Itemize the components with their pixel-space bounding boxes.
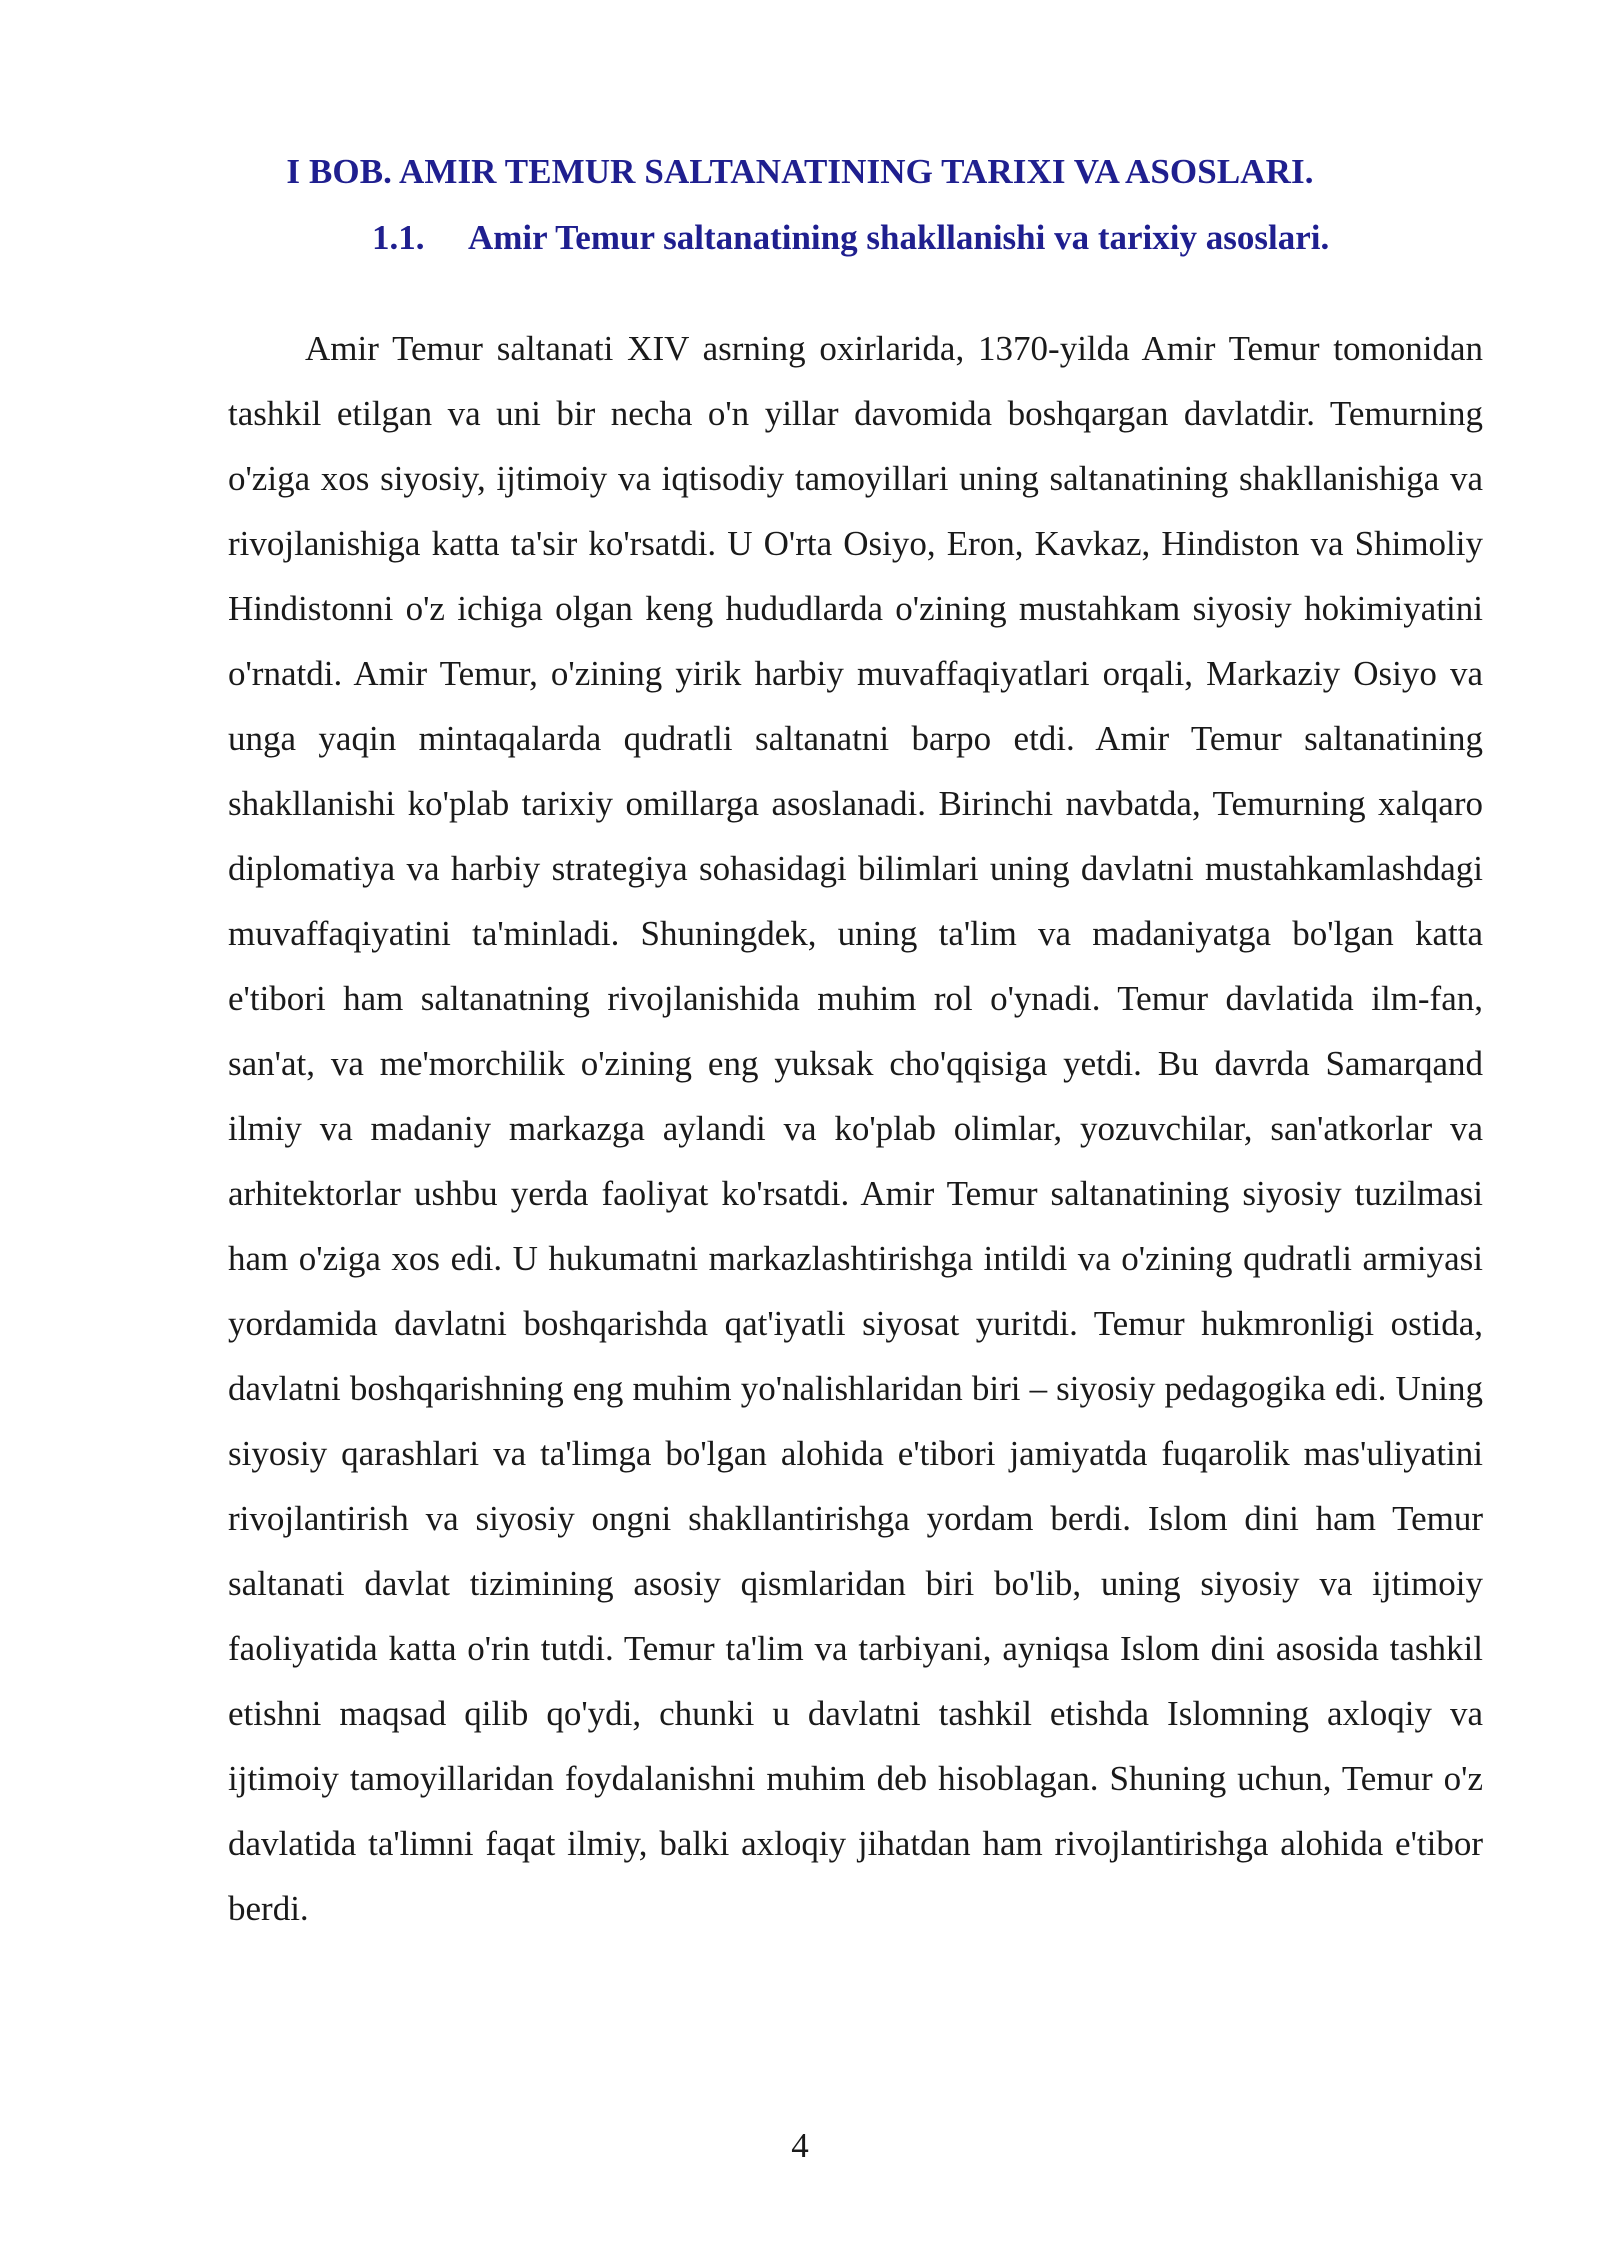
chapter-title-text: I BOB. AMIR TEMUR SALTANATINING TARIXI VA ASOSLARI. <box>286 152 1314 191</box>
page-number: 4 <box>791 2126 809 2165</box>
chapter-title <box>0 148 1600 196</box>
section-heading <box>372 214 1329 262</box>
section-title: Amir Temur saltanatining shakllanishi va tarixiy asoslari. <box>468 218 1330 257</box>
body-paragraph: Amir Temur saltanati XIV asrning oxirlarida, 1370-yilda Amir Temur tomonidan tashkil etilgan va uni bir necha o'n yillar davomida boshqargan davlatdir. Temurning o'ziga xos siyosiy, ijtimoiy va iqtisodiy tamoyillari uning saltanatining shakllanishiga va rivojlanishiga katta ta'sir ko'rsatdi. U O'rta Osiyo, Eron, Kavkaz, Hindiston va Shimoliy Hindistonni o'z ichiga olgan keng hududlarda o'zining mustahkam siyosiy hokimiyatini o'rnatdi. Amir Temur, o'zining yirik harbiy muvaffaqiyatlari orqali, Markaziy Osiyo va unga yaqin mintaqalarda qudratli saltanatni barpo etdi. Amir Temur saltanatining shakllanishi ko'plab tarixiy omillarga asoslanadi. Birinchi navbatda, Temurning xalqaro diplomatiya va harbiy strategiya sohasidagi bilimlari uning davlatni mustahkamlashdagi muvaffaqiyatini ta'minladi. Shuningdek, uning ta'lim va madaniyatga bo'lgan katta e'tibori ham saltanatning rivojlanishida muhim rol o'ynadi. Temur davlatida ilm-fan, san'at, va me'morchilik o'zining eng yuksak cho'qqisiga yetdi. Bu davrda Samarqand ilmiy va madaniy markazga aylandi va ko'plab olimlar, yozuvchilar, san'atkorlar va arhitektorlar ushbu yerda faoliyat ko'rsatdi. Amir Temur saltanatining siyosiy tuzilmasi ham o'ziga xos edi. U hukumatni markazlashtirishga intildi va o'zining qudratli armiyasi yordamida davlatni boshqarishda qat'iyatli siyosat yuritdi. Temur hukmronligi ostida, davlatni boshqarishning eng muhim yo'nalishlaridan biri – siyosiy pedagogika edi. Uning siyosiy qarashlari va ta'limga bo'lgan alohida e'tibori jamiyatda fuqarolik mas'uliyatini rivojlantirish va siyosiy ongni shakllantirishga yordam berdi. Islom dini ham Temur saltanati davlat tizimining asosiy qismlaridan biri bo'lib, uning siyosiy va ijtimoiy faoliyatida katta o'rin tutdi. Temur ta'lim va tarbiyani, ayniqsa Islom dini asosida tashkil etishni maqsad qilib qo'ydi, chunki u davlatni tashkil etishda Islomning axloqiy va ijtimoiy tamoyillaridan foydalanishni muhim deb hisoblagan. Shuning uchun, Temur o'z davlatida ta'limni faqat ilmiy, balki axloqiy jihatdan ham rivojlantirishga alohida e'tibor berdi. <box>228 329 1483 1928</box>
section-number: 1.1. <box>372 218 425 257</box>
